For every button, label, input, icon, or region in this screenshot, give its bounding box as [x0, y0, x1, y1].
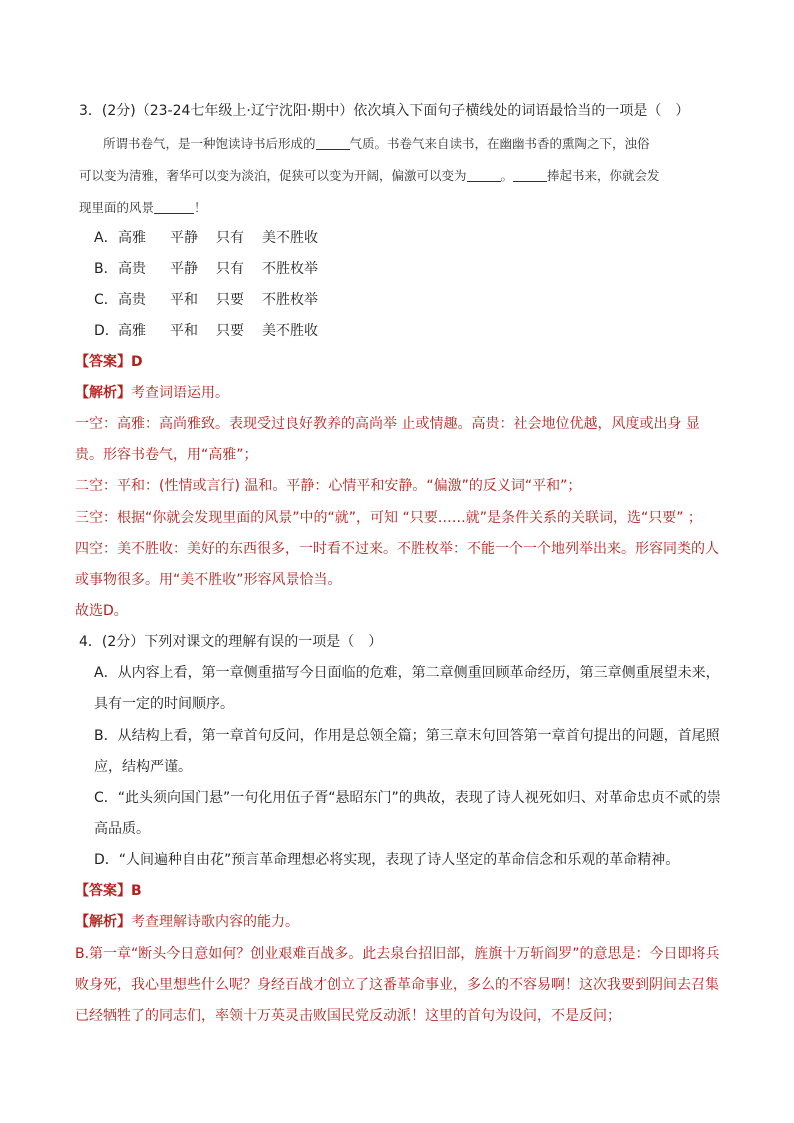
q3-option-c [94, 290, 318, 310]
option-word: 只要 [216, 323, 244, 339]
q3-blank-4 [154, 199, 194, 214]
q4-option-d-line-1: D．“人间遍种自由花”预言革命理想必将实现，表现了诗人坚定的革命信念和乐观的革命精神。 [94, 852, 680, 868]
q3-passage-text: 所谓书卷气，是一种饱读诗书后形成的 [103, 136, 316, 151]
q3-passage-text: 现里面的风景 [79, 200, 155, 215]
answer-value: B [131, 883, 142, 899]
q3-analysis-line: 四空：美不胜收：美好的东西很多，一时看不过来。不胜枚举：不能一个一个地列举出来。形容同类的人 [75, 541, 719, 557]
q3-option-a [94, 228, 318, 248]
option-word: 高贵 [118, 292, 146, 308]
option-word: 平和 [170, 292, 198, 308]
q3-passage-text: 捧起书来，你就会发 [547, 168, 660, 183]
option-letter: A． [94, 230, 118, 246]
q3-analysis-line: 二空：平和：(性情或言行) 温和。平静：心情平和安静。“偏激”的反义词“平和”； [75, 478, 582, 494]
option-letter: D． [94, 323, 119, 339]
q4-analysis [75, 912, 299, 932]
option-word: 平静 [170, 261, 198, 277]
q4-answer [75, 881, 142, 901]
q3-analysis-line: 贵。形容书卷气，用“高雅”； [75, 447, 258, 463]
option-word: 美不胜收 [262, 230, 318, 246]
option-word: 高雅 [118, 230, 146, 246]
q3-passage-line-1 [103, 134, 650, 154]
option-word: 不胜枚举 [262, 261, 318, 277]
q3-answer [75, 352, 143, 372]
q3-passage-text: 可以变为清雅，奢华可以变为淡泊，促狭可以变为开阔，偏激可以变为 [79, 168, 467, 183]
q4-option-b-line-1: B．从结构上看，第一章首句反问，作用是总领全篇；第三章末句回答第一章首句提出的问题，首尾照 [94, 728, 720, 744]
analysis-tag: 【解析】 [75, 385, 131, 401]
q4-analysis-line: 败身死，我心里想些什么呢？身经百战才创立了这番革命事业，多么的不容易啊！这次我要到阴间去召集 [75, 977, 719, 993]
q3-passage-text: ！ [194, 200, 207, 215]
q4-option-c-line-1: C．“此头须向国门悬”一句化用伍子胥“悬昭东门”的典故，表现了诗人视死如归、对革命忠贞不贰的崇 [94, 790, 721, 806]
option-word: 不胜枚举 [262, 292, 318, 308]
answer-tag: 【答案】 [75, 354, 131, 370]
option-word: 高贵 [118, 261, 146, 277]
q3-option-d [94, 321, 318, 341]
q3-blank-2 [467, 167, 501, 182]
q3-conclusion: 故选D。 [75, 603, 128, 619]
option-word: 只有 [216, 261, 244, 277]
q3-passage-text: 气质。书卷气来自读书，在幽幽书香的熏陶之下，浊俗 [349, 136, 650, 151]
q4-option-a-line-1: A．从内容上看，第一章侧重描写今日面临的危难，第二章侧重回顾革命经历，第三章侧重展望未来， [94, 665, 720, 681]
option-word: 只要 [216, 292, 244, 308]
q3-analysis [75, 383, 229, 403]
q3-analysis-line: 一空：高雅：高尚雅致。表现受过良好教养的高尚举 止或情趣。高贵：社会地位优越，风度或出身 显 [75, 416, 700, 432]
q3-option-b [94, 259, 318, 279]
analysis-head: 考查词语运用。 [131, 385, 229, 401]
q4-option-a-line-2: 具有一定的时间顺序。 [94, 696, 234, 712]
option-letter: C． [94, 292, 118, 308]
q3-blank-3 [513, 167, 547, 182]
q3-passage-line-3 [79, 198, 207, 218]
analysis-head: 考查理解诗歌内容的能力。 [131, 914, 299, 930]
answer-value: D [131, 354, 143, 370]
q3-passage-line-2 [79, 166, 660, 186]
option-word: 高雅 [118, 323, 146, 339]
analysis-tag: 【解析】 [75, 914, 131, 930]
option-letter: B． [94, 261, 118, 277]
option-word: 只有 [216, 230, 244, 246]
q3-blank-1 [316, 135, 350, 150]
q4-option-c-line-2: 高品质。 [94, 821, 150, 837]
answer-tag: 【答案】 [75, 883, 131, 899]
q4-stem: 4．(2分）下列对课文的理解有误的一项是（ ） [79, 634, 383, 650]
q3-stem: 3．(2分)（23-24七年级上·辽宁沈阳·期中）依次填入下面句子横线处的词语最恰当的一项是（ ） [79, 103, 690, 119]
q4-option-b-line-2: 应，结构严谨。 [94, 759, 192, 775]
option-word: 美不胜收 [262, 323, 318, 339]
q3-analysis-line: 三空：根据“你就会发现里面的风景”中的“就”，可知 “只要……就”是条件关系的关联词，选“只要” ； [75, 510, 702, 526]
option-word: 平静 [170, 230, 198, 246]
q3-analysis-line: 或事物很多。用“美不胜收”形容风景恰当。 [75, 572, 342, 588]
q3-passage-text: 。 [500, 168, 514, 183]
q4-analysis-line: 已经牺牲了的同志们，率领十万英灵击败国民党反动派！这里的首句为设问，不是反问； [75, 1008, 621, 1024]
option-word: 平和 [170, 323, 198, 339]
q4-analysis-line: B.第一章“断头今日意如何？创业艰难百战多。此去泉台招旧部，旌旗十万斩阎罗”的意思是：今日即将兵 [75, 946, 720, 962]
